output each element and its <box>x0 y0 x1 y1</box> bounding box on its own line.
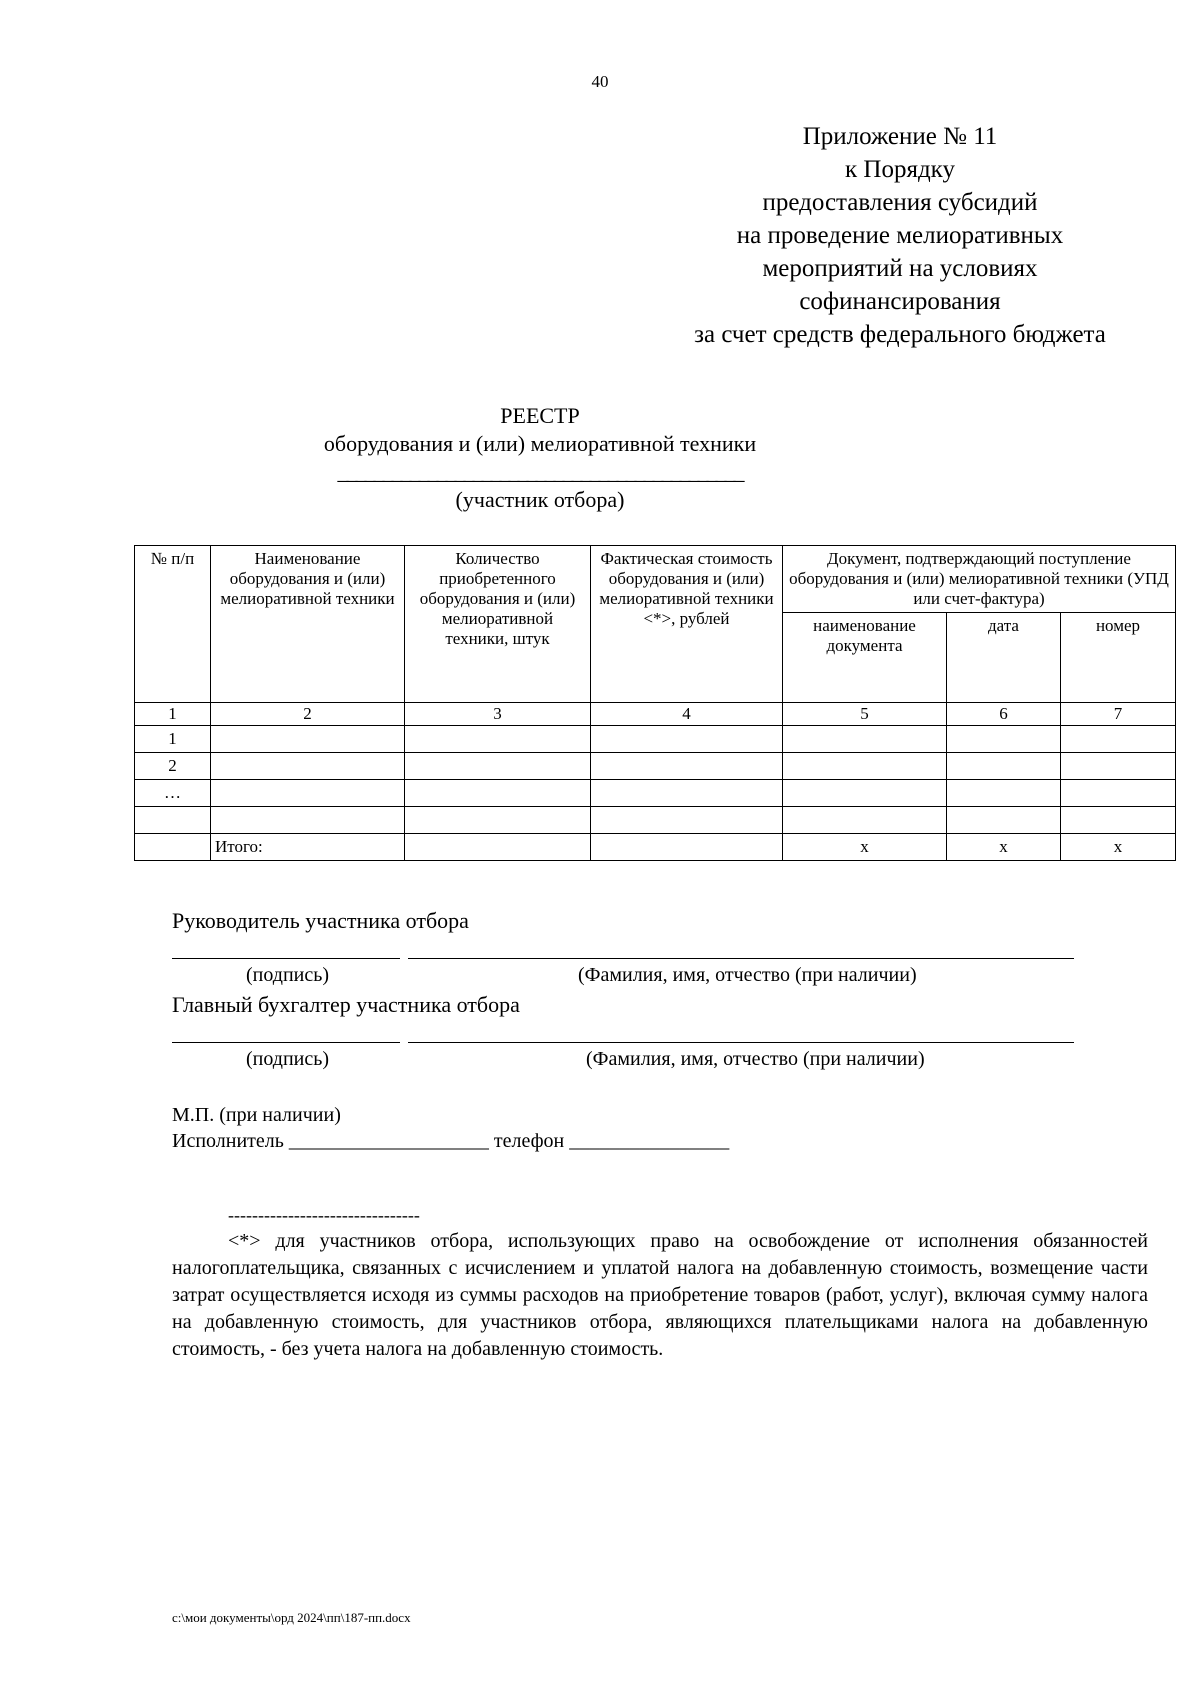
appendix-line: Приложение № 11 <box>802 123 998 150</box>
table-cell <box>783 726 947 753</box>
table-cell <box>211 726 405 753</box>
table-cell <box>783 780 947 807</box>
table-cell <box>211 807 405 834</box>
page-number: 40 <box>591 72 609 91</box>
total-row <box>135 834 1176 861</box>
phone-blank: ________________ <box>569 1130 730 1152</box>
head-name-line <box>408 958 1074 959</box>
table-cell <box>591 834 783 861</box>
head-name-caption: (Фамилия, имя, отчество (при наличии) <box>578 964 917 986</box>
appendix-line: к Порядку <box>845 156 955 183</box>
document-title <box>320 402 760 514</box>
accountant-label: Главный бухгалтер участника отбора <box>172 992 520 1017</box>
table-cell <box>405 753 591 780</box>
column-number-row <box>135 703 1176 726</box>
table-cell <box>405 834 591 861</box>
file-path: c:\мои документы\орд 2024\пп\187-пп.docx <box>172 1610 411 1625</box>
column-number: 6 <box>947 703 1061 726</box>
table-row <box>135 726 1176 753</box>
row-number: … <box>135 780 211 807</box>
header-name: Наименование оборудования и (или) мелиоративной техники <box>211 546 405 703</box>
footnote-text: <*> для участников отбора, использующих право на освобождение от исполнения обязанностей налогоплательщика, связанных с исчислением и уплатой налога на добавленную стоимость, возмещение части затрат осуществляется исходя из суммы расходов на приобретение товаров (работ, услуг), включая сумму налога на добавленную стоимость, для участников отбора, являющихся плательщиками налога на добавленную стоимость, - без учета налога на добавленную стоимость. <box>172 1230 1148 1360</box>
accountant-signature-line <box>172 1042 400 1043</box>
appendix-line: за счет средств федерального бюджета <box>694 321 1106 348</box>
appendix-line: на проведение мелиоративных <box>736 222 1064 249</box>
row-number <box>135 807 211 834</box>
phone-label: телефон <box>493 1130 565 1152</box>
column-number: 3 <box>405 703 591 726</box>
appendix-line: предоставления субсидий <box>762 189 1038 216</box>
header-quantity: Количество приобретенного оборудования и (или) мелиоративной техники, штук <box>405 546 591 703</box>
table-cell <box>947 780 1061 807</box>
table-cell <box>211 780 405 807</box>
table-cell <box>1061 753 1176 780</box>
table-cell <box>405 726 591 753</box>
participant-line: _____________________________________________ <box>337 459 743 484</box>
participant-caption: (участник отбора) <box>455 487 625 512</box>
title-heading: РЕЕСТР <box>500 403 580 428</box>
table-cell <box>211 753 405 780</box>
total-x: х <box>947 834 1061 861</box>
table-cell <box>947 807 1061 834</box>
appendix-line: мероприятий на условиях <box>762 255 1038 282</box>
header-doc-date: дата <box>947 613 1061 703</box>
table-cell <box>591 807 783 834</box>
executor-row <box>172 1130 729 1153</box>
table-cell <box>135 834 211 861</box>
table-cell <box>591 780 783 807</box>
column-number: 7 <box>1061 703 1176 726</box>
column-number: 4 <box>591 703 783 726</box>
registry-table <box>134 545 1176 861</box>
header-doc-name: наименование документа <box>783 613 947 703</box>
title-subheading: оборудования и (или) мелиоративной техники <box>323 431 757 456</box>
row-number: 2 <box>135 753 211 780</box>
head-label: Руководитель участника отбора <box>172 908 469 933</box>
accountant-name-caption: (Фамилия, имя, отчество (при наличии) <box>586 1048 925 1070</box>
table-header-row <box>135 546 1176 613</box>
footnote-separator: -------------------------------- <box>228 1205 420 1225</box>
header-doc-number: номер <box>1061 613 1176 703</box>
table-cell <box>1061 726 1176 753</box>
table-cell <box>1061 807 1176 834</box>
accountant-name-line <box>408 1042 1074 1043</box>
total-x: х <box>783 834 947 861</box>
table-cell <box>947 726 1061 753</box>
executor-blank: ____________________ <box>288 1130 489 1152</box>
header-document-group: Документ, подтверждающий поступление оборудования и (или) мелиоративной техники (УПД или счет-фактура) <box>783 546 1176 613</box>
row-number: 1 <box>135 726 211 753</box>
table-cell <box>405 807 591 834</box>
total-x: х <box>1061 834 1176 861</box>
table-row <box>135 780 1176 807</box>
head-signature-line <box>172 958 400 959</box>
total-label: Итого: <box>211 834 405 861</box>
table-cell <box>1061 780 1176 807</box>
table-cell <box>947 753 1061 780</box>
column-number: 5 <box>783 703 947 726</box>
header-num: № п/п <box>135 546 211 703</box>
column-number: 2 <box>211 703 405 726</box>
table-cell <box>591 726 783 753</box>
executor-label: Исполнитель <box>172 1130 284 1152</box>
appendix-header <box>640 120 1160 351</box>
stamp-note: М.П. (при наличии) <box>172 1104 341 1126</box>
table-cell <box>783 807 947 834</box>
appendix-line: софинансирования <box>799 288 1001 315</box>
table-cell <box>405 780 591 807</box>
column-number: 1 <box>135 703 211 726</box>
header-cost: Фактическая стоимость оборудования и (или) мелиоративной техники <*>, рублей <box>591 546 783 703</box>
accountant-sign-caption: (подпись) <box>246 1048 330 1070</box>
table-row <box>135 807 1176 834</box>
table-cell <box>783 753 947 780</box>
table-cell <box>591 753 783 780</box>
table-row <box>135 753 1176 780</box>
head-sign-caption: (подпись) <box>246 964 330 986</box>
